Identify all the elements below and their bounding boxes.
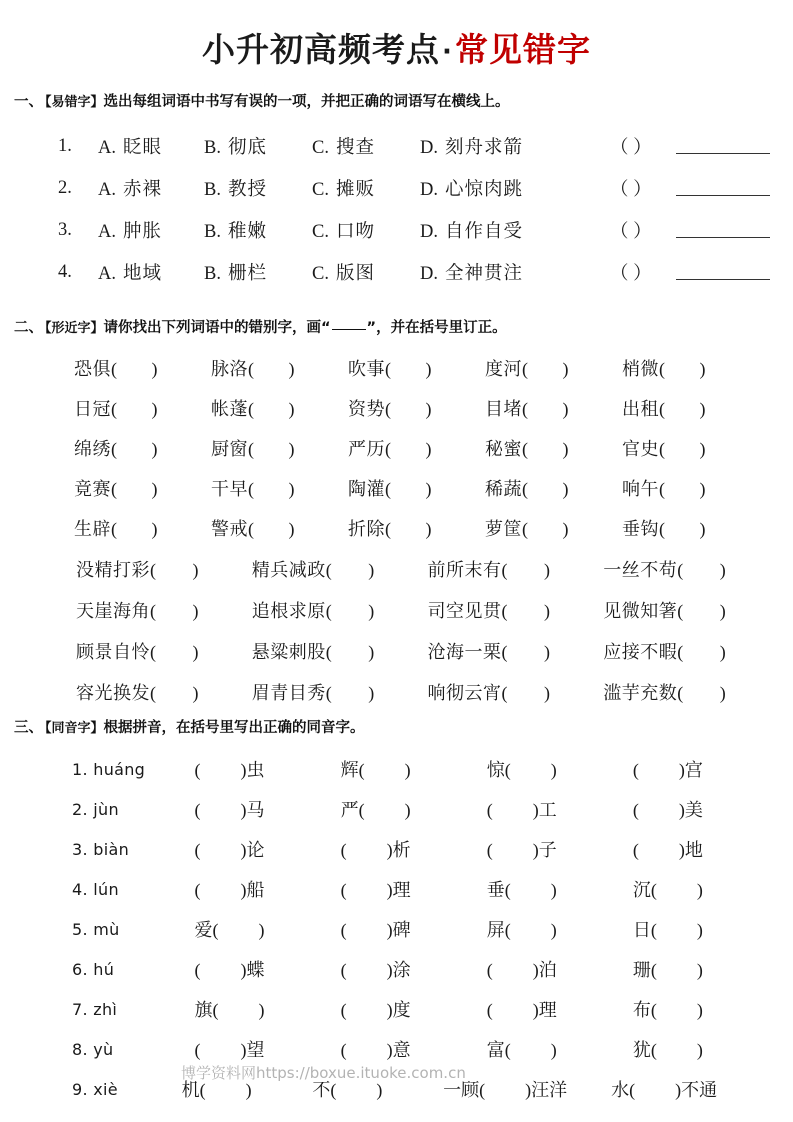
- homophone-item[interactable]: ( )马: [194, 800, 265, 820]
- homophone-item[interactable]: ( )度: [340, 1000, 411, 1020]
- choice-option-letter: C.: [312, 138, 329, 158]
- answer-parenthesis[interactable]: （ ）: [610, 138, 652, 158]
- choice-option-a[interactable]: [98, 217, 204, 243]
- pinyin-label: [72, 760, 194, 779]
- word-text: 萝筐: [485, 519, 522, 539]
- idiom-correction-item[interactable]: 应接不暇( ): [603, 641, 727, 662]
- idiom-correction-item[interactable]: 滥芋充数( ): [603, 682, 727, 703]
- idiom-text: 前所末有: [427, 559, 502, 580]
- word-correction-item[interactable]: 官史( ): [622, 439, 706, 459]
- section-two-heading: [14, 316, 779, 337]
- homophone-suffix: 碑: [392, 920, 411, 940]
- word-correction-item[interactable]: 脉洛( ): [211, 359, 295, 379]
- page-title: [0, 0, 793, 71]
- homophone-suffix: 马: [246, 800, 265, 820]
- idiom-correction-item[interactable]: 眉青目秀( ): [251, 682, 375, 703]
- homophone-row: [14, 749, 779, 789]
- homophone-row: [14, 829, 779, 869]
- idiom-correction-row: [14, 671, 779, 712]
- answer-parenthesis[interactable]: （ ）: [610, 222, 652, 242]
- homophone-row-index: 8.: [72, 1039, 88, 1059]
- idiom-correction-item[interactable]: 没精打彩( ): [76, 559, 199, 580]
- answer-blank-line[interactable]: [676, 181, 770, 196]
- choice-option-letter: B.: [204, 264, 221, 284]
- idiom-text: 容光换发: [76, 682, 150, 703]
- homophone-prefix: 犹: [632, 1040, 651, 1060]
- homophone-item[interactable]: 日( ): [632, 920, 703, 940]
- homophone-item[interactable]: ( )理: [486, 1000, 557, 1020]
- word-correction-item[interactable]: 垂钩( ): [622, 519, 706, 539]
- choice-option-d[interactable]: [420, 217, 610, 243]
- word-correction-item[interactable]: 秘蜜( ): [485, 439, 569, 459]
- choice-option-a[interactable]: [98, 133, 204, 159]
- section-three-heading: [14, 716, 779, 737]
- choice-row: [14, 167, 779, 209]
- word-correction-item[interactable]: 干早( ): [211, 479, 295, 499]
- homophone-row-index: 7.: [72, 999, 88, 1019]
- choice-option-word: 眨眼: [123, 138, 163, 158]
- answer-blank-line[interactable]: [676, 223, 770, 238]
- homophone-prefix: 垂: [486, 880, 505, 900]
- homophone-row: [14, 789, 779, 829]
- homophone-row: [14, 1069, 779, 1109]
- idiom-correction-item[interactable]: 追根求原( ): [251, 600, 375, 621]
- homophone-item[interactable]: 布( ): [632, 1000, 703, 1020]
- homophone-prefix: 沉: [632, 880, 651, 900]
- homophone-item[interactable]: 辉( ): [340, 760, 411, 780]
- idiom-correction-row: [14, 548, 779, 589]
- homophone-item[interactable]: ( )蝶: [194, 960, 265, 980]
- homophone-item[interactable]: ( )意: [340, 1040, 411, 1060]
- choice-option-word: 搜查: [335, 138, 375, 158]
- choice-option-c[interactable]: [312, 133, 420, 159]
- section-one-tag: 【易错字】: [45, 95, 104, 110]
- word-text: 度河: [485, 359, 522, 379]
- choice-option-letter: D.: [420, 264, 438, 284]
- choice-row-index: 1.: [58, 135, 72, 156]
- page-title-black: 小升初高频考点: [202, 30, 441, 69]
- pinyin-text: yù: [87, 1039, 114, 1059]
- homophone-item[interactable]: ( )望: [194, 1040, 265, 1060]
- pinyin-label: [72, 920, 194, 939]
- pinyin-label: [72, 1080, 182, 1099]
- pinyin-text: hú: [87, 959, 115, 979]
- word-text: 稀蔬: [485, 479, 522, 499]
- pinyin-label: [72, 960, 194, 979]
- choice-option-b[interactable]: [204, 217, 312, 243]
- homophone-item[interactable]: ( )船: [194, 880, 265, 900]
- choice-row: [14, 125, 779, 167]
- homophone-prefix: 爱: [194, 920, 213, 940]
- choice-option-letter: A.: [98, 180, 116, 200]
- homophone-suffix: 虫: [246, 760, 265, 780]
- word-text: 响午: [622, 479, 659, 499]
- homophone-suffix: 涂: [392, 960, 411, 980]
- choice-option-letter: A.: [98, 264, 116, 284]
- homophone-item[interactable]: 惊( ): [486, 760, 557, 780]
- homophone-prefix: 惊: [486, 760, 505, 780]
- idiom-text: 天崖海角: [76, 600, 150, 621]
- word-text: 梢微: [622, 359, 659, 379]
- idiom-text: 没精打彩: [76, 559, 150, 580]
- homophone-suffix: 地: [684, 840, 703, 860]
- section-three-rows: [14, 749, 779, 1109]
- word-correction-item[interactable]: 陶灌( ): [348, 479, 432, 499]
- idiom-text: 沧海一栗: [427, 641, 502, 662]
- choice-option-word: 教授: [227, 180, 267, 200]
- homophone-item[interactable]: ( )碑: [340, 920, 411, 940]
- homophone-item[interactable]: 不( ): [312, 1080, 383, 1100]
- homophone-item[interactable]: ( )论: [194, 840, 265, 860]
- word-correction-item[interactable]: 萝筐( ): [485, 519, 569, 539]
- word-correction-item[interactable]: 竟赛( ): [74, 479, 158, 499]
- choice-option-b[interactable]: [204, 133, 312, 159]
- homophone-row-index: 2.: [72, 799, 88, 819]
- word-text: 竟赛: [74, 479, 111, 499]
- homophone-suffix: 度: [392, 1000, 411, 1020]
- homophone-item[interactable]: ( )析: [340, 840, 411, 860]
- word-text: 目堵: [485, 399, 522, 419]
- idiom-correction-item[interactable]: 悬粱刺股( ): [251, 641, 375, 662]
- homophone-row-index: 5.: [72, 919, 88, 939]
- homophone-prefix: 不: [312, 1080, 331, 1100]
- word-text: 严历: [348, 439, 385, 459]
- pinyin-text: mù: [87, 919, 120, 939]
- choice-option-letter: C.: [312, 180, 329, 200]
- homophone-suffix: 理: [538, 1000, 557, 1020]
- idiom-correction-item[interactable]: 容光换发( ): [76, 682, 199, 703]
- homophone-item[interactable]: ( )涂: [340, 960, 411, 980]
- pinyin-label: [72, 800, 194, 819]
- homophone-item[interactable]: 沉( ): [632, 880, 703, 900]
- word-correction-row: [14, 428, 779, 468]
- choice-option-word: 稚嫩: [227, 222, 267, 242]
- choice-option-letter: A.: [98, 222, 116, 242]
- word-correction-row: [14, 468, 779, 508]
- word-text: 吹事: [348, 359, 385, 379]
- homophone-item[interactable]: ( )工: [486, 800, 557, 820]
- homophone-item[interactable]: 水( )不通: [611, 1080, 718, 1100]
- homophone-suffix: 工: [538, 800, 557, 820]
- choice-option-letter: D.: [420, 138, 438, 158]
- homophone-item[interactable]: 屏( ): [486, 920, 557, 940]
- homophone-prefix: 旗: [194, 1000, 213, 1020]
- homophone-prefix: 珊: [632, 960, 651, 980]
- idiom-text: 精兵减政: [251, 559, 326, 580]
- homophone-prefix: 屏: [486, 920, 505, 940]
- idiom-correction-item[interactable]: 响彻云宵( ): [427, 682, 551, 703]
- idiom-correction-item[interactable]: 天崖海角( ): [76, 600, 199, 621]
- word-text: 帐蓬: [211, 399, 248, 419]
- idiom-text: 悬粱刺股: [251, 641, 326, 662]
- homophone-item[interactable]: 垂( ): [486, 880, 557, 900]
- word-correction-row: [14, 508, 779, 548]
- word-correction-item[interactable]: 恐俱( ): [74, 359, 158, 379]
- idiom-correction-item[interactable]: 前所末有( ): [427, 559, 551, 580]
- choice-option-c[interactable]: [312, 175, 420, 201]
- choice-option-word: 全神贯注: [445, 264, 524, 284]
- homophone-prefix: 布: [632, 1000, 651, 1020]
- choice-option-a[interactable]: [98, 259, 204, 285]
- word-text: 绵绣: [74, 439, 111, 459]
- section-one-rows: [14, 125, 779, 293]
- word-correction-item[interactable]: 资势( ): [348, 399, 432, 419]
- pinyin-text: xiè: [87, 1079, 118, 1099]
- choice-option-d[interactable]: [420, 175, 610, 201]
- page-title-separator: ·: [442, 36, 453, 67]
- word-text: 恐俱: [74, 359, 111, 379]
- section-three-number: 三、: [14, 720, 43, 736]
- homophone-row: [14, 989, 779, 1029]
- homophone-suffix: 汪洋: [531, 1080, 568, 1100]
- word-correction-item[interactable]: 警戒( ): [211, 519, 295, 539]
- choice-row: [14, 251, 779, 293]
- homophone-prefix: 机: [181, 1080, 200, 1100]
- word-text: 出租: [622, 399, 659, 419]
- idiom-text: 一丝不苟: [603, 559, 678, 580]
- choice-option-word: 自作自受: [445, 222, 524, 242]
- idiom-correction-row: [14, 630, 779, 671]
- word-correction-item[interactable]: 稀蔬( ): [485, 479, 569, 499]
- choice-option-letter: D.: [420, 222, 438, 242]
- section-two-tag: 【形近字】: [45, 321, 104, 336]
- homophone-prefix: 日: [632, 920, 651, 940]
- choice-option-word: 肿胀: [123, 222, 163, 242]
- homophone-suffix: 不通: [681, 1080, 718, 1100]
- pinyin-text: lún: [87, 879, 119, 899]
- idiom-correction-item[interactable]: 司空见贯( ): [427, 600, 551, 621]
- choice-option-word: 摊贩: [335, 180, 375, 200]
- section-one-heading-text: 选出每组词语中书写有误的一项，并把正确的词语写在横线上。: [103, 94, 510, 110]
- homophone-item[interactable]: 爱( ): [194, 920, 265, 940]
- section-three-heading-text: 根据拼音，在括号里写出正确的同音字。: [103, 720, 365, 736]
- homophone-suffix: 论: [246, 840, 265, 860]
- idiom-correction-item[interactable]: 顾景自怜( ): [76, 641, 199, 662]
- choice-option-word: 赤裸: [123, 180, 163, 200]
- homophone-item[interactable]: ( )理: [340, 880, 411, 900]
- pinyin-label: [72, 1000, 194, 1019]
- choice-option-d[interactable]: [420, 133, 610, 159]
- choice-option-d[interactable]: [420, 259, 610, 285]
- homophone-item[interactable]: ( )泊: [486, 960, 557, 980]
- answer-blank-line[interactable]: [676, 139, 770, 154]
- choice-option-letter: A.: [98, 138, 116, 158]
- choice-row-index: 4.: [58, 261, 72, 282]
- idiom-text: 顾景自怜: [76, 641, 150, 662]
- homophone-item[interactable]: ( )虫: [194, 760, 265, 780]
- idiom-text: 应接不暇: [603, 641, 678, 662]
- homophone-prefix: 富: [486, 1040, 505, 1060]
- homophone-row-index: 6.: [72, 959, 88, 979]
- choice-row-index: 2.: [58, 177, 72, 198]
- word-correction-item[interactable]: 度河( ): [485, 359, 569, 379]
- word-text: 脉洛: [211, 359, 248, 379]
- homophone-item[interactable]: ( )子: [486, 840, 557, 860]
- idiom-text: 眉青目秀: [251, 682, 326, 703]
- choice-option-letter: D.: [420, 180, 438, 200]
- pinyin-text: biàn: [87, 839, 130, 859]
- homophone-prefix: 辉: [340, 760, 359, 780]
- section-two-heading-underline: [332, 329, 366, 330]
- homophone-item[interactable]: ( )地: [632, 840, 703, 860]
- choice-option-letter: C.: [312, 264, 329, 284]
- idiom-correction-item[interactable]: 见微知箸( ): [603, 600, 727, 621]
- word-text: 垂钩: [622, 519, 659, 539]
- homophone-item[interactable]: 珊( ): [632, 960, 703, 980]
- homophone-suffix: 理: [392, 880, 411, 900]
- word-text: 折除: [348, 519, 385, 539]
- homophone-item[interactable]: 旗( ): [194, 1000, 265, 1020]
- choice-option-letter: C.: [312, 222, 329, 242]
- word-correction-item[interactable]: 日冠( ): [74, 399, 158, 419]
- homophone-item[interactable]: 严( ): [340, 800, 411, 820]
- choice-option-word: 心惊肉跳: [445, 180, 524, 200]
- word-correction-row: [14, 348, 779, 388]
- homophone-row: [14, 869, 779, 909]
- word-correction-item[interactable]: 折除( ): [348, 519, 432, 539]
- word-text: 官史: [622, 439, 659, 459]
- homophone-row-index: 4.: [72, 879, 88, 899]
- section-two-heading-before: 请你找出下列词语中的错别字，画“: [103, 320, 331, 336]
- choice-option-letter: B.: [204, 138, 221, 158]
- pinyin-text: zhì: [87, 999, 118, 1019]
- page-title-red: 常见错字: [454, 30, 591, 69]
- word-correction-item[interactable]: 响午( ): [622, 479, 706, 499]
- word-text: 生辟: [74, 519, 111, 539]
- choice-option-letter: B.: [204, 180, 221, 200]
- section-one-number: 一、: [14, 94, 43, 110]
- idiom-text: 司空见贯: [427, 600, 502, 621]
- idiom-text: 追根求原: [251, 600, 326, 621]
- section-one-heading: [14, 90, 779, 111]
- homophone-row-index: 3.: [72, 839, 88, 859]
- choice-row: [14, 209, 779, 251]
- homophone-item[interactable]: 一顾( )汪洋: [443, 1080, 568, 1100]
- homophone-prefix: 严: [340, 800, 359, 820]
- choice-option-c[interactable]: [312, 259, 420, 285]
- word-text: 厨窗: [211, 439, 248, 459]
- homophone-item[interactable]: ( )宫: [632, 760, 703, 780]
- word-correction-item[interactable]: 绵绣( ): [74, 439, 158, 459]
- homophone-prefix: 水: [611, 1080, 630, 1100]
- word-correction-item[interactable]: 吹事( ): [348, 359, 432, 379]
- section-one: [14, 90, 779, 293]
- word-text: 资势: [348, 399, 385, 419]
- homophone-suffix: 析: [392, 840, 411, 860]
- homophone-suffix: 泊: [538, 960, 557, 980]
- choice-option-word: 口吻: [335, 222, 375, 242]
- choice-option-word: 刻舟求箭: [445, 138, 524, 158]
- pinyin-label: [72, 880, 194, 899]
- idiom-correction-item[interactable]: 精兵减政( ): [251, 559, 375, 580]
- choice-option-b[interactable]: [204, 259, 312, 285]
- homophone-row: [14, 949, 779, 989]
- homophone-item[interactable]: 富( ): [486, 1040, 557, 1060]
- homophone-row: [14, 909, 779, 949]
- word-text: 警戒: [211, 519, 248, 539]
- word-text: 干早: [211, 479, 248, 499]
- homophone-suffix: 美: [684, 800, 703, 820]
- section-three: [14, 716, 779, 1109]
- homophone-row-index: 9.: [72, 1079, 88, 1099]
- homophone-suffix: 望: [246, 1040, 265, 1060]
- pinyin-label: [72, 1040, 194, 1059]
- section-two: [14, 316, 779, 712]
- idiom-text: 响彻云宵: [427, 682, 502, 703]
- pinyin-label: [72, 840, 194, 859]
- word-correction-item[interactable]: 目堵( ): [485, 399, 569, 419]
- homophone-row: [14, 1029, 779, 1069]
- homophone-suffix: 宫: [684, 760, 703, 780]
- homophone-item[interactable]: 犹( ): [632, 1040, 703, 1060]
- section-two-two-char-rows: [14, 348, 779, 548]
- choice-option-word: 栅栏: [227, 264, 267, 284]
- homophone-row-index: 1.: [72, 759, 88, 779]
- homophone-suffix: 子: [538, 840, 557, 860]
- word-correction-item[interactable]: 严历( ): [348, 439, 432, 459]
- word-text: 陶灌: [348, 479, 385, 499]
- word-correction-item[interactable]: 帐蓬( ): [211, 399, 295, 419]
- answer-blank-line[interactable]: [676, 265, 770, 280]
- idiom-correction-item[interactable]: 沧海一栗( ): [427, 641, 551, 662]
- choice-option-word: 彻底: [227, 138, 267, 158]
- answer-parenthesis[interactable]: （ ）: [610, 180, 652, 200]
- section-two-heading-after: ”，并在括号里订正。: [366, 320, 507, 336]
- pinyin-text: jùn: [87, 799, 119, 819]
- word-correction-item[interactable]: 出租( ): [622, 399, 706, 419]
- idiom-text: 滥芋充数: [603, 682, 678, 703]
- pinyin-text: huáng: [87, 759, 146, 779]
- choice-option-b[interactable]: [204, 175, 312, 201]
- choice-option-letter: B.: [204, 222, 221, 242]
- homophone-prefix: 一顾: [443, 1080, 480, 1100]
- section-two-four-char-rows: [14, 548, 779, 712]
- word-text: 秘蜜: [485, 439, 522, 459]
- idiom-correction-item[interactable]: 一丝不苟( ): [603, 559, 727, 580]
- section-two-number: 二、: [14, 320, 43, 336]
- choice-option-a[interactable]: [98, 175, 204, 201]
- word-correction-item[interactable]: 梢微( ): [622, 359, 706, 379]
- choice-option-c[interactable]: [312, 217, 420, 243]
- homophone-suffix: 蝶: [246, 960, 265, 980]
- homophone-suffix: 意: [392, 1040, 411, 1060]
- word-correction-row: [14, 388, 779, 428]
- homophone-item[interactable]: ( )美: [632, 800, 703, 820]
- section-three-tag: 【同音字】: [45, 721, 104, 736]
- choice-option-word: 地域: [123, 264, 163, 284]
- word-correction-item[interactable]: 生辟( ): [74, 519, 158, 539]
- word-correction-item[interactable]: 厨窗( ): [211, 439, 295, 459]
- homophone-suffix: 船: [246, 880, 265, 900]
- word-text: 日冠: [74, 399, 111, 419]
- choice-row-index: 3.: [58, 219, 72, 240]
- choice-option-word: 版图: [335, 264, 375, 284]
- homophone-item[interactable]: 机( ): [181, 1080, 252, 1100]
- idiom-correction-row: [14, 589, 779, 630]
- idiom-text: 见微知箸: [603, 600, 678, 621]
- answer-parenthesis[interactable]: （ ）: [610, 264, 652, 284]
- watermark: 博学资料网https://boxue.ituoke.com.cn: [181, 1064, 466, 1082]
